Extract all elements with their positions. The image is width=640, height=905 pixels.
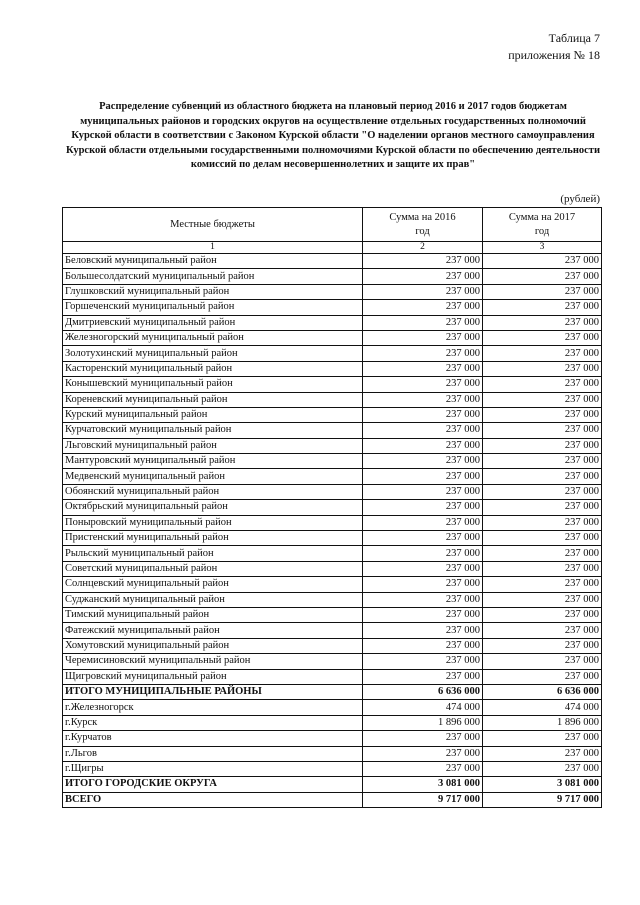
amount-2016: 237 000 xyxy=(363,423,483,438)
table-row xyxy=(63,546,602,561)
column-header-2017: Сумма на 2017 год xyxy=(483,208,602,242)
table-row xyxy=(63,531,602,546)
amount-2016: 237 000 xyxy=(363,315,483,330)
amount-2017: 237 000 xyxy=(483,592,602,607)
budget-name: Курский муниципальный район xyxy=(63,407,363,422)
amount-2017: 237 000 xyxy=(483,392,602,407)
budget-name: Золотухинский муниципальный район xyxy=(63,346,363,361)
amount-2016: 237 000 xyxy=(363,361,483,376)
amount-2016: 237 000 xyxy=(363,254,483,269)
subsidy-table xyxy=(62,207,602,808)
column-number: 2 xyxy=(363,242,483,254)
table-row xyxy=(63,654,602,669)
amount-2016: 237 000 xyxy=(363,300,483,315)
budget-name: Кореневский муниципальный район xyxy=(63,392,363,407)
amount-2016: 237 000 xyxy=(363,731,483,746)
amount-2017: 237 000 xyxy=(483,361,602,376)
amount-2017: 237 000 xyxy=(483,469,602,484)
table-row xyxy=(63,407,602,422)
amount-2017: 237 000 xyxy=(483,546,602,561)
table-row xyxy=(63,377,602,392)
amount-2017: 237 000 xyxy=(483,561,602,576)
budget-name: Пристенский муниципальный район xyxy=(63,531,363,546)
budget-name: Мантуровский муниципальный район xyxy=(63,454,363,469)
amount-2017: 237 000 xyxy=(483,438,602,453)
amount-2017: 237 000 xyxy=(483,531,602,546)
amount-2016: 237 000 xyxy=(363,377,483,392)
budget-name: Обоянский муниципальный район xyxy=(63,484,363,499)
amount-2017: 237 000 xyxy=(483,761,602,776)
amount-2017: 237 000 xyxy=(483,746,602,761)
amount-2017: 237 000 xyxy=(483,284,602,299)
amount-2016: 237 000 xyxy=(363,500,483,515)
budget-name: Фатежский муниципальный район xyxy=(63,623,363,638)
budget-name: Глушковский муниципальный район xyxy=(63,284,363,299)
budget-name: Рыльский муниципальный район xyxy=(63,546,363,561)
table-row xyxy=(63,484,602,499)
column-header-2016: Сумма на 2016 год xyxy=(363,208,483,242)
budget-name: Черемисиновский муниципальный район xyxy=(63,654,363,669)
budget-name: Большесолдатский муниципальный район xyxy=(63,269,363,284)
amount-2016: 237 000 xyxy=(363,454,483,469)
amount-2016: 237 000 xyxy=(363,407,483,422)
table-total-row xyxy=(63,684,602,699)
budget-name: Советский муниципальный район xyxy=(63,561,363,576)
budget-name: г.Курчатов xyxy=(63,731,363,746)
amount-2016: 6 636 000 xyxy=(363,684,483,699)
amount-2016: 474 000 xyxy=(363,700,483,715)
amount-2017: 474 000 xyxy=(483,700,602,715)
table-row xyxy=(63,731,602,746)
amount-2017: 237 000 xyxy=(483,300,602,315)
table-row xyxy=(63,284,602,299)
table-row xyxy=(63,269,602,284)
amount-2016: 237 000 xyxy=(363,623,483,638)
amount-2016: 237 000 xyxy=(363,469,483,484)
amount-2017: 237 000 xyxy=(483,254,602,269)
amount-2017: 3 081 000 xyxy=(483,777,602,792)
amount-2016: 237 000 xyxy=(363,438,483,453)
amount-2017: 237 000 xyxy=(483,315,602,330)
amount-2016: 237 000 xyxy=(363,330,483,345)
budget-name: Горшеченский муниципальный район xyxy=(63,300,363,315)
table-total-row xyxy=(63,792,602,807)
amount-2017: 237 000 xyxy=(483,654,602,669)
budget-name: Хомутовский муниципальный район xyxy=(63,638,363,653)
amount-2016: 237 000 xyxy=(363,484,483,499)
table-row xyxy=(63,361,602,376)
document-title: Распределение субвенций из областного бюджета на плановый период 2016 и 2017 годов бюджетам муниципальных районов и городских округов на осуществление отдельных государственных полномочий Курской области в соответствии с Законом Курской области "О наделении органов местного самоуправления Курской области отдельными государственными полномочиями Курской области по обеспечению деятельности комиссий по делам несовершеннолетних и защите их прав" xyxy=(65,101,600,170)
amount-2016: 237 000 xyxy=(363,761,483,776)
amount-2017: 6 636 000 xyxy=(483,684,602,699)
amount-2017: 237 000 xyxy=(483,669,602,684)
amount-2017: 237 000 xyxy=(483,330,602,345)
budget-name: Медвенский муниципальный район xyxy=(63,469,363,484)
table-row xyxy=(63,500,602,515)
amount-2017: 237 000 xyxy=(483,454,602,469)
budget-name: ИТОГО МУНИЦИПАЛЬНЫЕ РАЙОНЫ xyxy=(63,684,363,699)
amount-2017: 237 000 xyxy=(483,577,602,592)
table-row xyxy=(63,561,602,576)
table-row xyxy=(63,469,602,484)
budget-name: Конышевский муниципальный район xyxy=(63,377,363,392)
column-number: 3 xyxy=(483,242,602,254)
budget-name: Курчатовский муниципальный район xyxy=(63,423,363,438)
budget-name: Солнцевский муниципальный район xyxy=(63,577,363,592)
amount-2017: 237 000 xyxy=(483,423,602,438)
table-total-row xyxy=(63,777,602,792)
table-row xyxy=(63,746,602,761)
budget-name: Щигровский муниципальный район xyxy=(63,669,363,684)
budget-name: Льговский муниципальный район xyxy=(63,438,363,453)
appendix-number: приложения № 18 xyxy=(508,48,600,62)
amount-2017: 9 717 000 xyxy=(483,792,602,807)
amount-2017: 237 000 xyxy=(483,407,602,422)
table-number: Таблица 7 xyxy=(548,31,600,45)
budget-name: г.Курск xyxy=(63,715,363,730)
column-number: 1 xyxy=(63,242,363,254)
table-row xyxy=(63,607,602,622)
amount-2017: 237 000 xyxy=(483,377,602,392)
amount-2016: 237 000 xyxy=(363,346,483,361)
budget-name: Беловский муниципальный район xyxy=(63,254,363,269)
table-row xyxy=(63,761,602,776)
amount-2017: 237 000 xyxy=(483,623,602,638)
amount-2016: 237 000 xyxy=(363,592,483,607)
amount-2017: 237 000 xyxy=(483,500,602,515)
amount-2016: 9 717 000 xyxy=(363,792,483,807)
amount-2016: 237 000 xyxy=(363,638,483,653)
amount-2016: 1 896 000 xyxy=(363,715,483,730)
budget-name: Дмитриевский муниципальный район xyxy=(63,315,363,330)
budget-name: г.Железногорск xyxy=(63,700,363,715)
budget-name: г.Льгов xyxy=(63,746,363,761)
table-row xyxy=(63,392,602,407)
budget-name: Октябрьский муниципальный район xyxy=(63,500,363,515)
table-row xyxy=(63,623,602,638)
table-row xyxy=(63,715,602,730)
amount-2016: 237 000 xyxy=(363,746,483,761)
budget-name: Касторенский муниципальный район xyxy=(63,361,363,376)
amount-2016: 237 000 xyxy=(363,269,483,284)
table-row xyxy=(63,638,602,653)
amount-2016: 237 000 xyxy=(363,577,483,592)
budget-name: Железногорский муниципальный район xyxy=(63,330,363,345)
units-label: (рублей) xyxy=(560,193,600,205)
table-row xyxy=(63,346,602,361)
amount-2016: 237 000 xyxy=(363,561,483,576)
table-row xyxy=(63,423,602,438)
amount-2017: 237 000 xyxy=(483,484,602,499)
budget-name: ВСЕГО xyxy=(63,792,363,807)
amount-2017: 237 000 xyxy=(483,346,602,361)
budget-name: Тимский муниципальный район xyxy=(63,607,363,622)
amount-2016: 237 000 xyxy=(363,284,483,299)
amount-2017: 1 896 000 xyxy=(483,715,602,730)
table-row xyxy=(63,438,602,453)
budget-name: Суджанский муниципальный район xyxy=(63,592,363,607)
amount-2016: 237 000 xyxy=(363,654,483,669)
table-row xyxy=(63,254,602,269)
amount-2017: 237 000 xyxy=(483,269,602,284)
amount-2016: 237 000 xyxy=(363,531,483,546)
table-row xyxy=(63,454,602,469)
column-header-budgets: Местные бюджеты xyxy=(63,208,363,242)
budget-name: Поныровский муниципальный район xyxy=(63,515,363,530)
table-row xyxy=(63,700,602,715)
budget-name: ИТОГО ГОРОДСКИЕ ОКРУГА xyxy=(63,777,363,792)
amount-2017: 237 000 xyxy=(483,731,602,746)
budget-name: г.Щигры xyxy=(63,761,363,776)
amount-2016: 237 000 xyxy=(363,669,483,684)
table-row xyxy=(63,592,602,607)
document-reference xyxy=(508,30,600,64)
table-row xyxy=(63,330,602,345)
amount-2016: 237 000 xyxy=(363,607,483,622)
table-row xyxy=(63,515,602,530)
amount-2016: 237 000 xyxy=(363,515,483,530)
amount-2016: 237 000 xyxy=(363,546,483,561)
amount-2017: 237 000 xyxy=(483,515,602,530)
table-row xyxy=(63,577,602,592)
table-row xyxy=(63,669,602,684)
amount-2016: 3 081 000 xyxy=(363,777,483,792)
table-row xyxy=(63,300,602,315)
table-row xyxy=(63,315,602,330)
amount-2017: 237 000 xyxy=(483,638,602,653)
amount-2017: 237 000 xyxy=(483,607,602,622)
amount-2016: 237 000 xyxy=(363,392,483,407)
